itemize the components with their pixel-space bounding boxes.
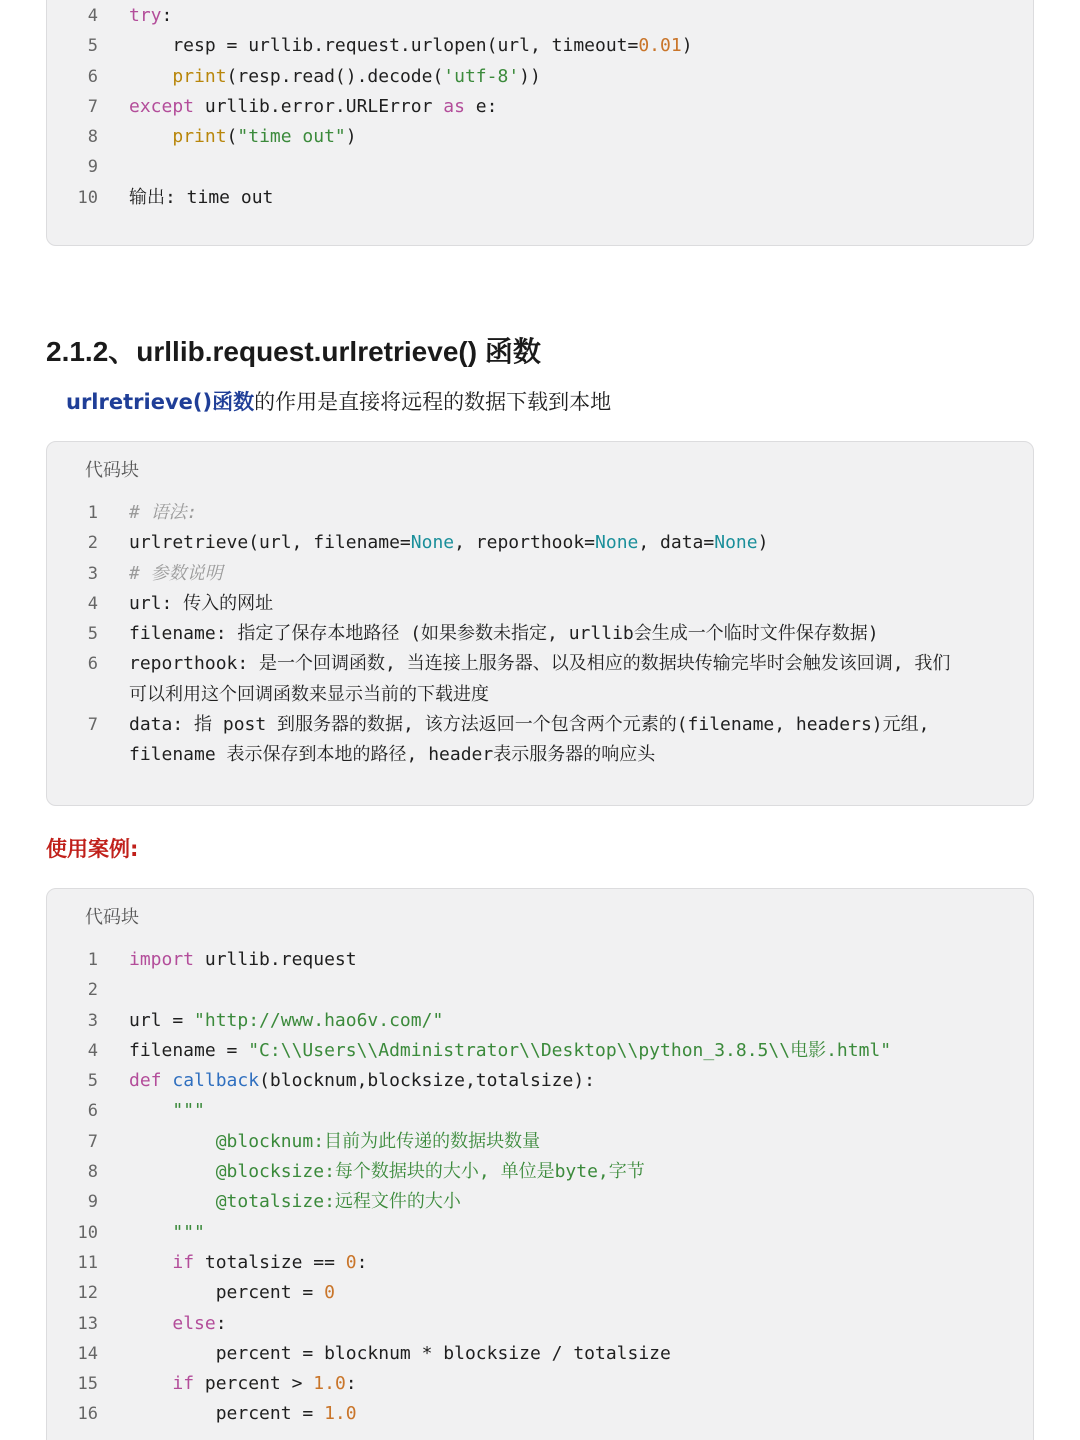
code-block-urlretrieve-syntax <box>46 441 1034 806</box>
code-text <box>129 498 1003 528</box>
code-token: ) <box>681 35 693 57</box>
line-number: 7 <box>87 1131 98 1152</box>
code-token <box>129 1252 172 1273</box>
line-number: 6 <box>87 1101 98 1122</box>
code-token <box>129 1100 172 1121</box>
code-text <box>129 1006 1003 1036</box>
line-number: 8 <box>87 127 98 148</box>
code-text <box>129 1096 1003 1126</box>
line-number: 5 <box>87 36 98 57</box>
code-text <box>129 559 1003 589</box>
line-number: 6 <box>87 66 98 87</box>
code-line <box>47 710 1033 771</box>
code-token: percent > <box>194 1373 314 1395</box>
code-token: url: 传入的网址 <box>129 592 274 614</box>
code-line <box>47 1157 1033 1187</box>
code-line <box>47 1248 1033 1278</box>
code-text <box>129 1157 1003 1187</box>
code-line <box>47 1399 1033 1429</box>
line-number: 2 <box>87 533 98 554</box>
line-number: 10 <box>77 187 98 208</box>
code-token: e: <box>464 95 498 117</box>
code-text <box>129 1187 1003 1217</box>
code-token: ) <box>757 532 769 554</box>
line-number: 10 <box>77 1222 98 1243</box>
description-highlight: urlretrieve()函数 <box>66 390 255 414</box>
code-text <box>129 1127 1003 1157</box>
line-number: 4 <box>87 593 98 614</box>
code-text <box>129 528 1003 558</box>
code-token: @totalsize:远程文件的大小 <box>129 1191 461 1213</box>
section-heading: 2.1.2、urllib.request.urlretrieve() 函数 <box>46 336 541 367</box>
code-text <box>129 1399 1003 1429</box>
code-line <box>47 183 1033 213</box>
code-token: def <box>129 1070 162 1092</box>
code-block-urlopen-timeout <box>46 0 1034 246</box>
code-token: """ <box>172 1221 205 1243</box>
code-line <box>47 1006 1033 1036</box>
code-token: (blocknum,blocksize,totalsize): <box>259 1070 596 1092</box>
line-number: 5 <box>87 624 98 645</box>
code-token: percent = <box>129 1282 325 1304</box>
code-token: : <box>161 5 173 26</box>
code-token: urllib.request <box>194 949 357 970</box>
code-token: as <box>443 95 465 117</box>
code-token: filename = <box>129 1039 249 1061</box>
code-line <box>47 975 1033 1005</box>
line-number: 7 <box>87 96 98 117</box>
code-token: 'utf-8' <box>443 65 520 87</box>
code-line <box>47 122 1033 152</box>
code-token: : <box>215 1312 227 1334</box>
code-line <box>47 619 1033 649</box>
code-line <box>47 1339 1033 1369</box>
code-token: resp = urllib.request.urlopen(url, timeout= <box>129 35 639 57</box>
code-text <box>129 1218 1003 1248</box>
code-block-usage-example <box>46 888 1034 1440</box>
code-token: """ <box>172 1100 205 1122</box>
code-token: 0 <box>345 1251 357 1273</box>
code-line <box>47 1309 1033 1339</box>
code-line <box>47 1127 1033 1157</box>
line-number: 9 <box>87 1192 98 1213</box>
code-text <box>129 589 1003 619</box>
line-number: 14 <box>77 1343 98 1364</box>
code-text <box>129 183 1003 213</box>
line-number: 4 <box>87 1040 98 1061</box>
code-token: None <box>714 532 758 554</box>
code-token: , data= <box>638 532 715 554</box>
line-number: 2 <box>87 980 98 1001</box>
code-token: : <box>356 1251 368 1273</box>
code-line <box>47 559 1033 589</box>
line-number: 11 <box>77 1252 98 1273</box>
code-lines <box>47 1 1033 213</box>
code-token: url = <box>129 1009 195 1031</box>
code-token: print <box>172 65 227 87</box>
code-text <box>129 945 1003 975</box>
line-number: 5 <box>87 1071 98 1092</box>
code-token: 0 <box>324 1282 335 1304</box>
code-token: callback <box>172 1070 260 1092</box>
code-token: @blocksize:每个数据块的大小, 单位是byte,字节 <box>129 1161 645 1183</box>
code-line <box>47 31 1033 61</box>
line-number: 1 <box>87 950 98 970</box>
line-number: 16 <box>77 1404 98 1425</box>
code-text <box>129 92 1003 122</box>
code-token <box>129 126 172 147</box>
code-token: ( <box>226 126 238 148</box>
line-number: 3 <box>87 563 98 584</box>
code-lines <box>47 498 1033 771</box>
code-token <box>129 1313 172 1334</box>
code-line <box>47 92 1033 122</box>
line-number: 15 <box>77 1374 98 1395</box>
code-token: "http://www.hao6v.com/" <box>194 1009 444 1031</box>
section-description <box>66 386 611 416</box>
code-line <box>47 649 1033 710</box>
line-number: 6 <box>87 654 98 675</box>
line-number: 4 <box>87 6 98 26</box>
code-text <box>129 649 1003 710</box>
code-text <box>129 710 1003 771</box>
code-text <box>129 62 1003 92</box>
code-token: : <box>345 1373 357 1395</box>
code-token: (resp.read().decode( <box>226 65 444 87</box>
line-number: 12 <box>77 1283 98 1304</box>
description-text: 的作用是直接将远程的数据下载到本地 <box>254 390 612 414</box>
code-token: 输出: time out <box>129 186 274 208</box>
code-token: None <box>410 532 455 554</box>
code-token: # 参数说明 <box>129 562 223 584</box>
line-number: 8 <box>87 1162 98 1183</box>
code-token: else <box>172 1312 216 1334</box>
code-line <box>47 945 1033 975</box>
code-token: import <box>129 949 195 970</box>
code-token: "C:\\Users\\Administrator\\Desktop\\python_3.8.5\\电影.html" <box>248 1039 892 1061</box>
code-token: except <box>129 95 195 117</box>
code-token: percent = <box>129 1403 325 1425</box>
code-text <box>129 1066 1003 1096</box>
code-token: ) <box>345 126 357 148</box>
code-token: 1.0 <box>324 1403 357 1425</box>
code-token: 1.0 <box>313 1373 346 1395</box>
code-block-label: 代码块 <box>85 907 139 928</box>
code-token <box>129 66 172 87</box>
code-line <box>47 1 1033 31</box>
code-text <box>129 1369 1003 1399</box>
code-token: try <box>129 5 162 26</box>
code-line <box>47 62 1033 92</box>
line-number: 9 <box>87 157 98 178</box>
code-token: )) <box>519 65 541 87</box>
code-token: if <box>172 1373 195 1395</box>
code-text <box>129 1036 1003 1066</box>
code-token <box>162 1070 173 1091</box>
code-token: filename: 指定了保存本地路径 (如果参数未指定, urllib会生成一个临时文件保存数据) <box>129 623 879 645</box>
code-token: urllib.error.URLError <box>194 95 444 117</box>
code-line <box>47 1066 1033 1096</box>
code-line <box>47 1278 1033 1308</box>
line-number: 13 <box>77 1313 98 1334</box>
code-token: print <box>172 126 227 148</box>
code-token: "time out" <box>237 126 346 148</box>
code-token: percent = blocknum * blocksize / totalsize <box>129 1342 671 1364</box>
code-token: data: 指 post 到服务器的数据, 该方法返回一个包含两个元素的(filename, headers)元组, filename 表示保存到本地的路径, header表示服务器的响应头 <box>129 714 930 766</box>
code-token: # 语法: <box>129 502 198 523</box>
code-token: if <box>172 1251 195 1273</box>
line-number: 7 <box>87 715 98 736</box>
code-line <box>47 1187 1033 1217</box>
code-token: @blocknum:目前为此传递的数据块数量 <box>129 1130 541 1152</box>
code-text <box>129 122 1003 152</box>
code-line <box>47 152 1033 182</box>
code-line <box>47 589 1033 619</box>
code-line <box>47 1036 1033 1066</box>
code-text <box>129 31 1003 61</box>
code-token <box>129 1222 172 1243</box>
code-text <box>129 1278 1003 1308</box>
code-text <box>129 1339 1003 1369</box>
line-number: 3 <box>87 1010 98 1031</box>
code-token: 0.01 <box>638 35 682 57</box>
code-text <box>129 1248 1003 1278</box>
code-line <box>47 1096 1033 1126</box>
code-text <box>129 1309 1003 1339</box>
code-text <box>129 1 1003 31</box>
code-lines <box>47 945 1033 1430</box>
line-number: 1 <box>87 503 98 523</box>
code-text <box>129 619 1003 649</box>
code-token: urlretrieve(url, filename= <box>129 532 411 554</box>
code-token: reporthook: 是一个回调函数, 当连接上服务器、以及相应的数据块传输完毕时会触发该回调, 我们 可以利用这个回调函数来显示当前的下载进度 <box>129 653 951 705</box>
code-block-label: 代码块 <box>85 460 139 481</box>
code-token: , reporthook= <box>454 532 596 554</box>
code-token <box>129 1373 172 1394</box>
code-line <box>47 528 1033 558</box>
code-token: totalsize == <box>194 1251 346 1273</box>
code-line <box>47 1369 1033 1399</box>
code-token: None <box>595 532 639 554</box>
code-line <box>47 498 1033 528</box>
code-line <box>47 1218 1033 1248</box>
usage-example-title: 使用案例: <box>46 837 139 861</box>
